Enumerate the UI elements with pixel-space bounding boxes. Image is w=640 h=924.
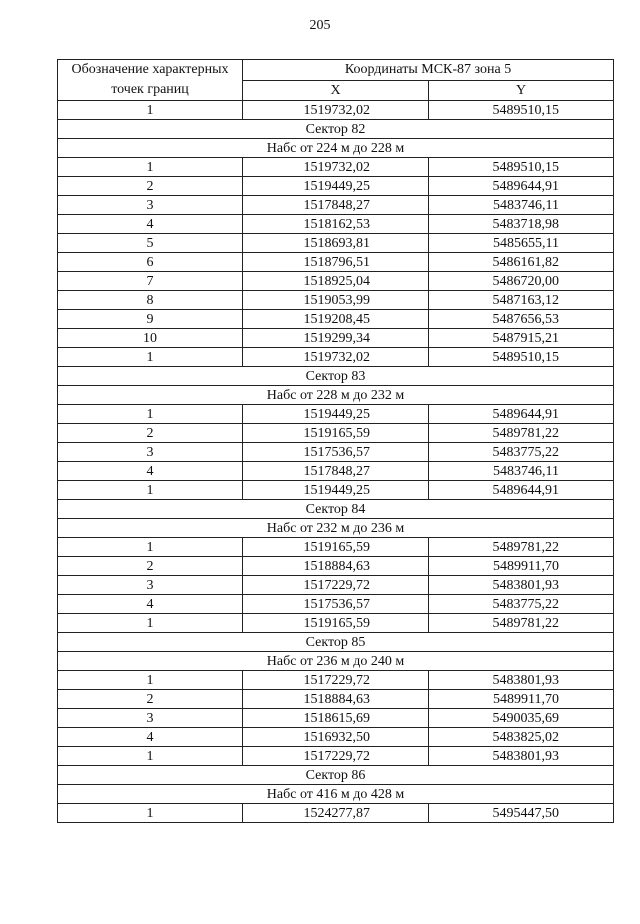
- header-x: X: [243, 80, 429, 101]
- table-row: [58, 329, 614, 348]
- y-coordinate: 5489911,70: [429, 557, 614, 576]
- section-label: Набс от 232 м до 236 м: [58, 519, 614, 538]
- table-row: [58, 101, 614, 120]
- table-row: [58, 614, 614, 633]
- point-number: 1: [58, 348, 243, 367]
- y-coordinate: 5483775,22: [429, 595, 614, 614]
- section-row: [58, 120, 614, 139]
- point-number: 10: [58, 329, 243, 348]
- table-row: [58, 177, 614, 196]
- point-number: 4: [58, 462, 243, 481]
- y-coordinate: 5483746,11: [429, 196, 614, 215]
- header-y: Y: [429, 80, 614, 101]
- y-coordinate: 5489510,15: [429, 348, 614, 367]
- table-row: [58, 804, 614, 823]
- y-coordinate: 5486720,00: [429, 272, 614, 291]
- header-point-designation: Обозначение характерных точек границ: [58, 60, 243, 101]
- y-coordinate: 5485655,11: [429, 234, 614, 253]
- section-label: Набс от 224 м до 228 м: [58, 139, 614, 158]
- section-row: [58, 785, 614, 804]
- table-row: [58, 196, 614, 215]
- x-coordinate: 1519732,02: [243, 101, 429, 120]
- x-coordinate: 1519449,25: [243, 481, 429, 500]
- point-number: 2: [58, 690, 243, 709]
- point-number: 1: [58, 747, 243, 766]
- section-row: [58, 519, 614, 538]
- table-row: [58, 405, 614, 424]
- x-coordinate: 1517848,27: [243, 196, 429, 215]
- x-coordinate: 1517229,72: [243, 747, 429, 766]
- header-row: [58, 60, 614, 81]
- y-coordinate: 5489510,15: [429, 101, 614, 120]
- x-coordinate: 1519165,59: [243, 614, 429, 633]
- x-coordinate: 1519732,02: [243, 158, 429, 177]
- section-label: Сектор 85: [58, 633, 614, 652]
- point-number: 1: [58, 614, 243, 633]
- table-row: [58, 690, 614, 709]
- y-coordinate: 5483775,22: [429, 443, 614, 462]
- y-coordinate: 5483801,93: [429, 576, 614, 595]
- point-number: 4: [58, 595, 243, 614]
- point-number: 1: [58, 101, 243, 120]
- point-number: 2: [58, 424, 243, 443]
- x-coordinate: 1519053,99: [243, 291, 429, 310]
- table-row: [58, 728, 614, 747]
- y-coordinate: 5490035,69: [429, 709, 614, 728]
- section-row: [58, 139, 614, 158]
- point-number: 5: [58, 234, 243, 253]
- x-coordinate: 1519299,34: [243, 329, 429, 348]
- table-row: [58, 557, 614, 576]
- x-coordinate: 1517536,57: [243, 443, 429, 462]
- coordinates-table: [57, 59, 614, 823]
- page-number: 205: [309, 18, 331, 33]
- point-number: 4: [58, 728, 243, 747]
- y-coordinate: 5483825,02: [429, 728, 614, 747]
- section-label: Набс от 228 м до 232 м: [58, 386, 614, 405]
- point-number: 6: [58, 253, 243, 272]
- point-number: 4: [58, 215, 243, 234]
- x-coordinate: 1517848,27: [243, 462, 429, 481]
- section-label: Набс от 416 м до 428 м: [58, 785, 614, 804]
- table-row: [58, 348, 614, 367]
- table-row: [58, 538, 614, 557]
- x-coordinate: 1519449,25: [243, 405, 429, 424]
- y-coordinate: 5487915,21: [429, 329, 614, 348]
- y-coordinate: 5483746,11: [429, 462, 614, 481]
- table-row: [58, 443, 614, 462]
- x-coordinate: 1518693,81: [243, 234, 429, 253]
- x-coordinate: 1517536,57: [243, 595, 429, 614]
- section-row: [58, 633, 614, 652]
- x-coordinate: 1518884,63: [243, 557, 429, 576]
- point-number: 3: [58, 709, 243, 728]
- section-row: [58, 386, 614, 405]
- x-coordinate: 1524277,87: [243, 804, 429, 823]
- table-row: [58, 215, 614, 234]
- point-number: 7: [58, 272, 243, 291]
- x-coordinate: 1518162,53: [243, 215, 429, 234]
- y-coordinate: 5487656,53: [429, 310, 614, 329]
- x-coordinate: 1519165,59: [243, 538, 429, 557]
- y-coordinate: 5495447,50: [429, 804, 614, 823]
- point-number: 1: [58, 804, 243, 823]
- table-row: [58, 576, 614, 595]
- section-row: [58, 766, 614, 785]
- point-number: 8: [58, 291, 243, 310]
- x-coordinate: 1517229,72: [243, 576, 429, 595]
- section-label: Сектор 83: [58, 367, 614, 386]
- x-coordinate: 1517229,72: [243, 671, 429, 690]
- point-number: 3: [58, 443, 243, 462]
- point-number: 3: [58, 576, 243, 595]
- table-row: [58, 709, 614, 728]
- y-coordinate: 5489644,91: [429, 481, 614, 500]
- table-row: [58, 291, 614, 310]
- table-row: [58, 595, 614, 614]
- y-coordinate: 5489781,22: [429, 424, 614, 443]
- table-row: [58, 272, 614, 291]
- table-row: [58, 671, 614, 690]
- point-number: 1: [58, 538, 243, 557]
- x-coordinate: 1519165,59: [243, 424, 429, 443]
- section-row: [58, 500, 614, 519]
- y-coordinate: 5486161,82: [429, 253, 614, 272]
- y-coordinate: 5489644,91: [429, 177, 614, 196]
- point-number: 3: [58, 196, 243, 215]
- x-coordinate: 1519208,45: [243, 310, 429, 329]
- y-coordinate: 5483801,93: [429, 671, 614, 690]
- table-row: [58, 747, 614, 766]
- table-row: [58, 158, 614, 177]
- x-coordinate: 1518615,69: [243, 709, 429, 728]
- point-number: 1: [58, 158, 243, 177]
- y-coordinate: 5489781,22: [429, 614, 614, 633]
- table-row: [58, 424, 614, 443]
- table-row: [58, 253, 614, 272]
- point-number: 2: [58, 177, 243, 196]
- header-coordinates-system: Координаты МСК-87 зона 5: [243, 60, 614, 81]
- x-coordinate: 1518796,51: [243, 253, 429, 272]
- y-coordinate: 5489911,70: [429, 690, 614, 709]
- table-row: [58, 481, 614, 500]
- section-label: Сектор 84: [58, 500, 614, 519]
- section-row: [58, 652, 614, 671]
- x-coordinate: 1516932,50: [243, 728, 429, 747]
- x-coordinate: 1519449,25: [243, 177, 429, 196]
- y-coordinate: 5483801,93: [429, 747, 614, 766]
- section-label: Набс от 236 м до 240 м: [58, 652, 614, 671]
- y-coordinate: 5489781,22: [429, 538, 614, 557]
- point-number: 1: [58, 481, 243, 500]
- y-coordinate: 5489510,15: [429, 158, 614, 177]
- point-number: 9: [58, 310, 243, 329]
- table-row: [58, 310, 614, 329]
- table-body: [58, 101, 614, 823]
- y-coordinate: 5483718,98: [429, 215, 614, 234]
- y-coordinate: 5487163,12: [429, 291, 614, 310]
- point-number: 2: [58, 557, 243, 576]
- x-coordinate: 1519732,02: [243, 348, 429, 367]
- x-coordinate: 1518925,04: [243, 272, 429, 291]
- point-number: 1: [58, 671, 243, 690]
- point-number: 1: [58, 405, 243, 424]
- y-coordinate: 5489644,91: [429, 405, 614, 424]
- section-label: Сектор 82: [58, 120, 614, 139]
- table-row: [58, 462, 614, 481]
- section-label: Сектор 86: [58, 766, 614, 785]
- section-row: [58, 367, 614, 386]
- x-coordinate: 1518884,63: [243, 690, 429, 709]
- table-row: [58, 234, 614, 253]
